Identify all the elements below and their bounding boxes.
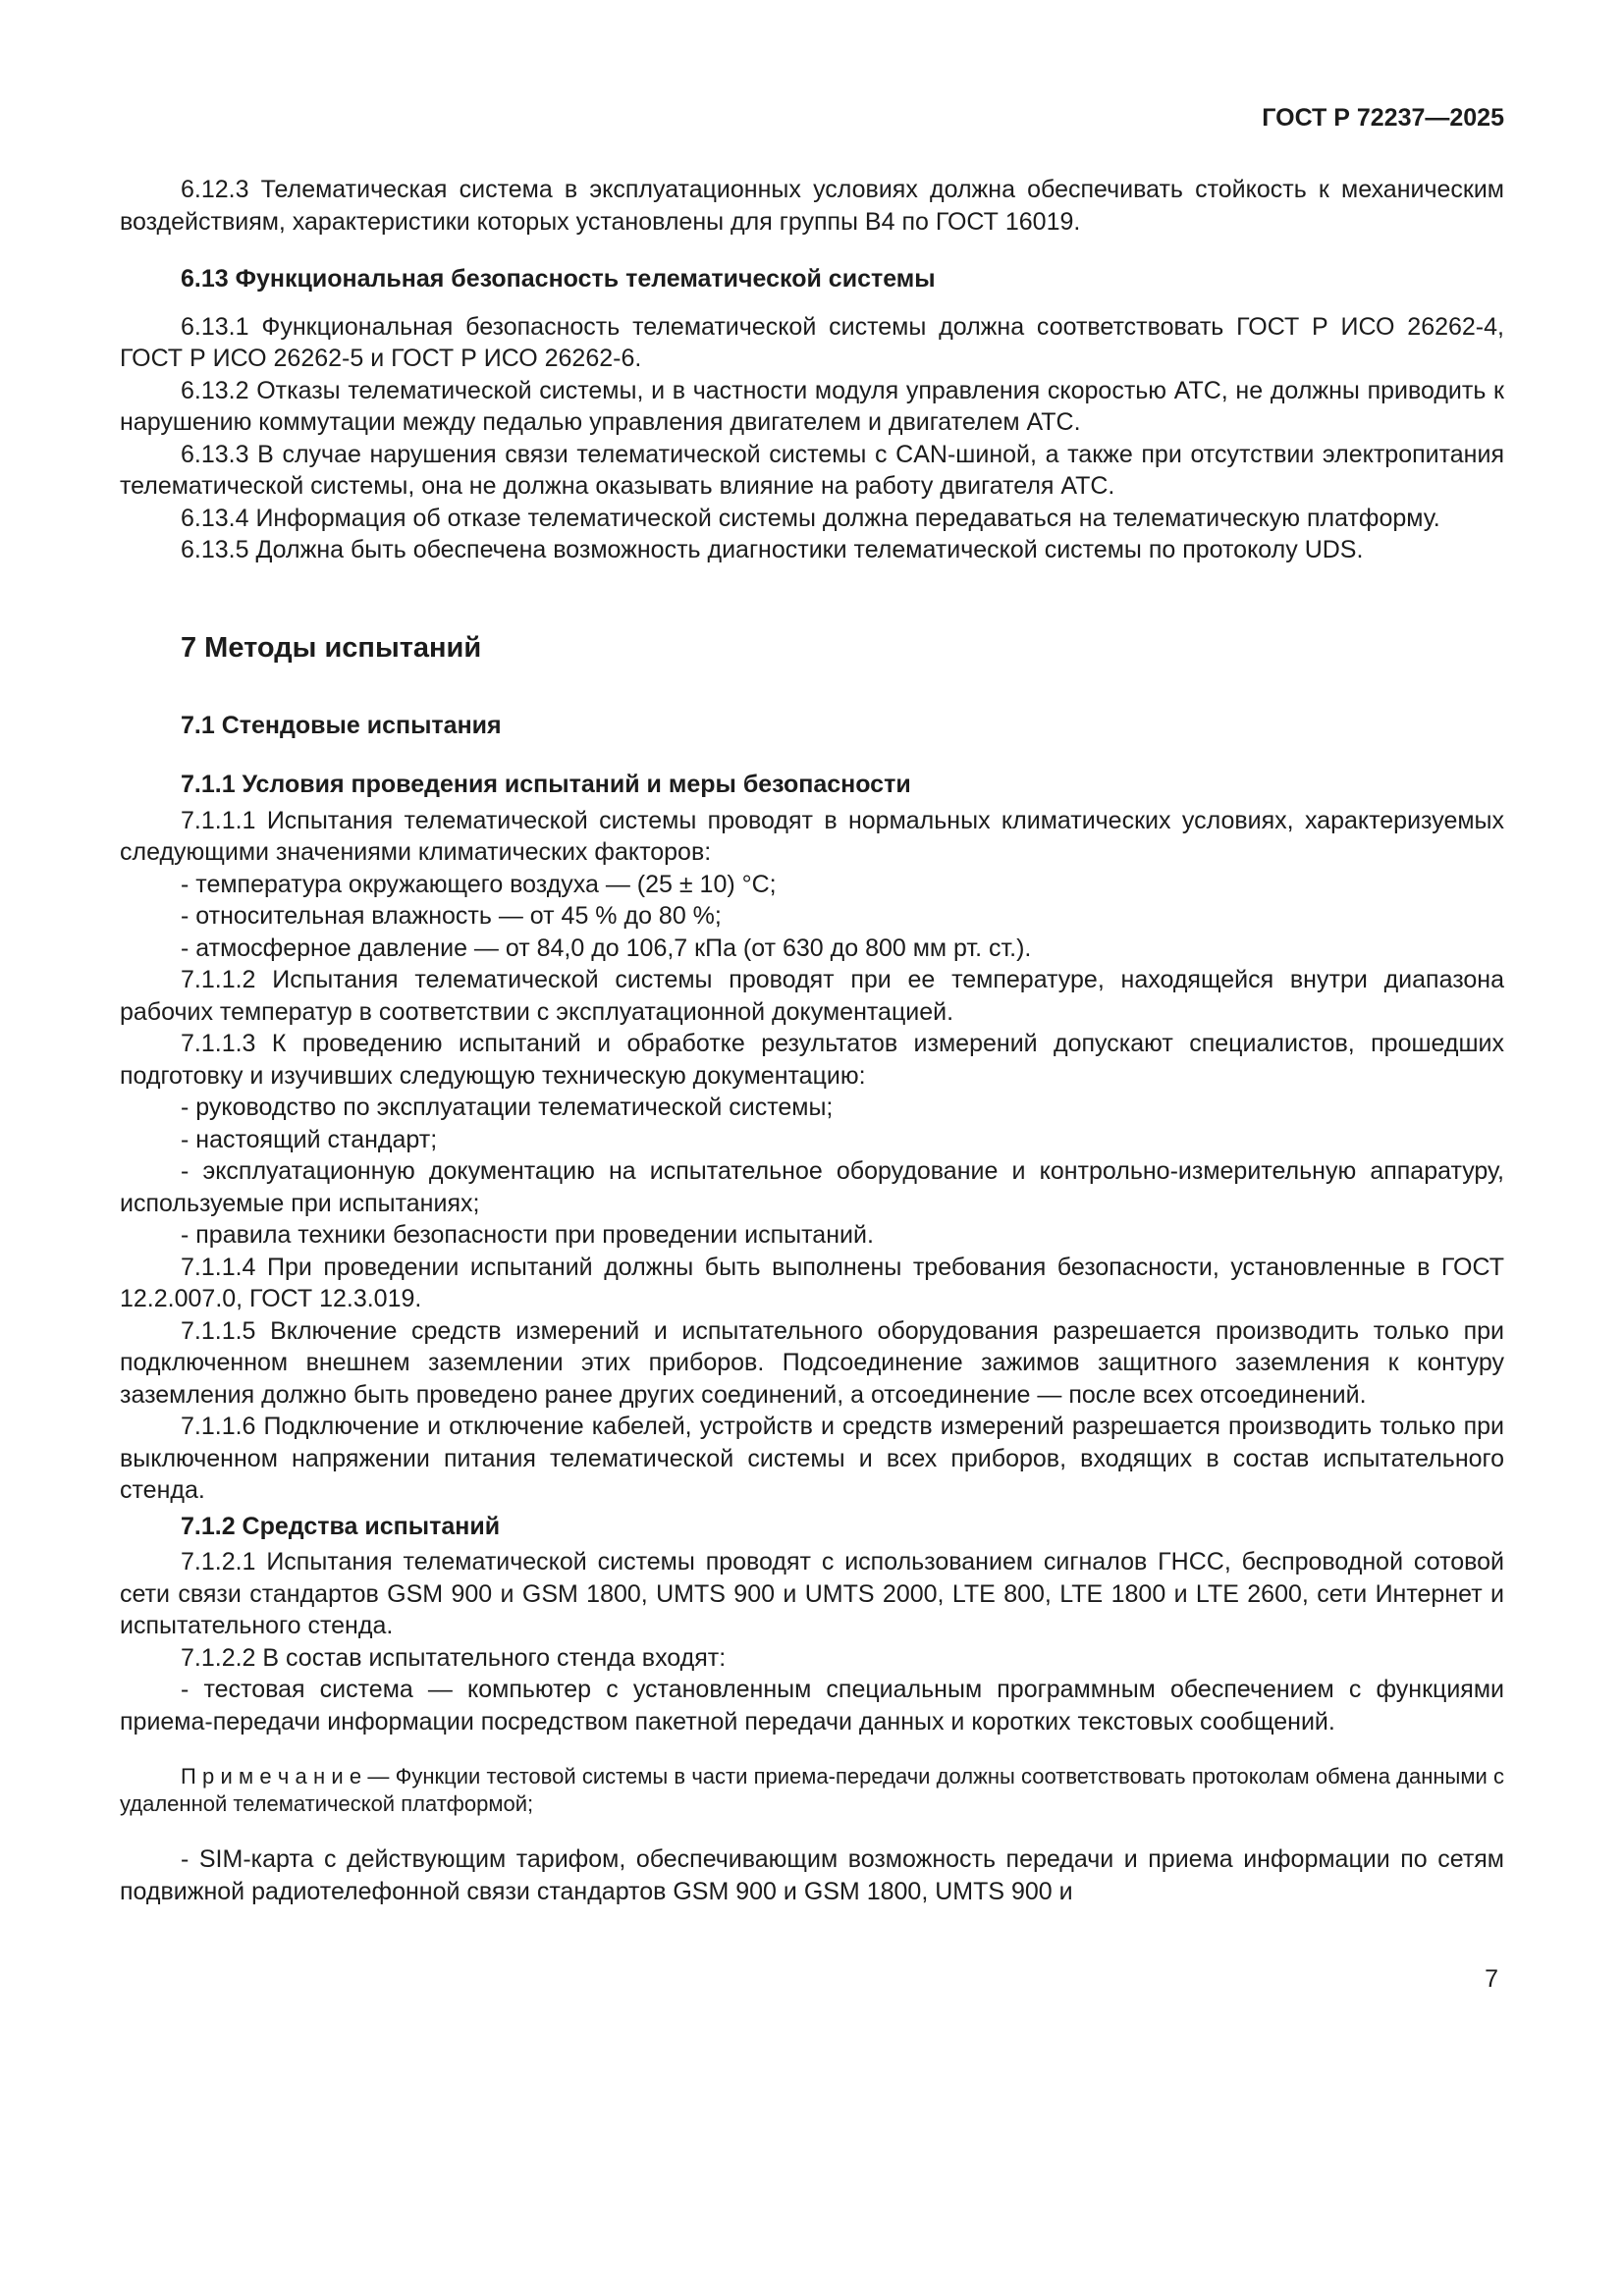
subsection-heading-7-1-2: 7.1.2 Средства испытаний xyxy=(181,1512,501,1540)
para-7-1-1-3: 7.1.1.3 К проведению испытаний и обработке результатов измерений допускают специалистов, прошедших подготовку и изучивших следующую техническую документацию: xyxy=(120,1030,1504,1090)
chapter-heading-7: 7 Методы испытаний xyxy=(181,631,482,664)
document-code-header: ГОСТ Р 72237—2025 xyxy=(1262,104,1504,132)
document-body xyxy=(120,174,1504,1907)
list-item-standard: - настоящий стандарт; xyxy=(181,1125,438,1153)
para-7-1-1-6: 7.1.1.6 Подключение и отключение кабелей, устройств и средств измерений разрешается производить только при выключенном напряжении питания телематической системы и всех приборов, входящих в состав испытательного стенда. xyxy=(120,1413,1504,1504)
para-7-1-1-1: 7.1.1.1 Испытания телематической системы проводят в нормальных климатических условиях, характеризуемых следующими значениями климатических факторов: xyxy=(120,806,1504,866)
para-7-1-1-2: 7.1.1.2 Испытания телематической системы проводят при ее температуре, находящейся внутри диапазона рабочих температур в соответствии с эксплуатационной документацией. xyxy=(120,966,1504,1026)
list-item-temperature: - температура окружающего воздуха — (25 ± 10) °С; xyxy=(181,870,777,898)
section-heading-7-1: 7.1 Стендовые испытания xyxy=(181,711,502,739)
para-6-13-4: 6.13.4 Информация об отказе телематической системы должна передаваться на телематическую платформу. xyxy=(181,504,1440,532)
para-6-13-2: 6.13.2 Отказы телематической системы, и в частности модуля управления скоростью АТС, не должны приводить к нарушению коммутации между педалью управления двигателем и двигателем АТС. xyxy=(120,376,1504,436)
list-item-manual: - руководство по эксплуатации телематической системы; xyxy=(181,1094,834,1121)
para-7-1-2-1: 7.1.2.1 Испытания телематической системы проводят с использованием сигналов ГНСС, беспроводной сотовой сети связи стандартов GSM 900 и GSM 1800, UMTS 900 и UMTS 2000, LTE 800, LTE 1800 и LTE 2600, сети Интернет и испытательного стенда. xyxy=(120,1548,1504,1639)
note-block: П р и м е ч а н и е — Функции тестовой системы в части приема-передачи должны соответствовать протоколам обмена данными с удаленной телематической платформой; xyxy=(120,1764,1504,1816)
heading-6-13: 6.13 Функциональная безопасность телематической системы xyxy=(181,265,936,293)
list-item-pressure: - атмосферное давление — от 84,0 до 106,7 кПа (от 630 до 800 мм рт. ст.). xyxy=(181,934,1032,962)
list-item-test-system: - тестовая система — компьютер с установленным специальным программным обеспечением с функциями приема-передачи информации посредством пакетной передачи данных и коротких текстовых сообщений. xyxy=(120,1676,1504,1735)
list-item-sim-card: - SIM-карта с действующим тарифом, обеспечивающим возможность передачи и приема информации по сетям подвижной радиотелефонной связи стандартов GSM 900 и GSM 1800, UMTS 900 и xyxy=(120,1845,1504,1905)
para-7-1-1-4: 7.1.1.4 При проведении испытаний должны быть выполнены требования безопасности, установленные в ГОСТ 12.2.007.0, ГОСТ 12.3.019. xyxy=(120,1253,1504,1312)
para-6-13-3: 6.13.3 В случае нарушения связи телематической системы с CAN-шиной, а также при отсутствии электропитания телематической системы, она не должна оказывать влияние на работу двигателя АТС. xyxy=(120,440,1504,500)
list-item-safety-rules: - правила техники безопасности при проведении испытаний. xyxy=(181,1221,874,1249)
subsection-heading-7-1-1: 7.1.1 Условия проведения испытаний и меры безопасности xyxy=(181,771,911,798)
list-item-documentation: - эксплуатационную документацию на испытательное оборудование и контрольно-измерительную аппаратуру, используемые при испытаниях; xyxy=(120,1157,1504,1217)
para-6-12-3: 6.12.3 Телематическая система в эксплуатационных условиях должна обеспечивать стойкость к механическим воздействиям, характеристики которых установлены для группы В4 по ГОСТ 16019. xyxy=(120,176,1504,236)
para-7-1-2-2: 7.1.2.2 В состав испытательного стенда входят: xyxy=(181,1643,727,1672)
para-6-13-5: 6.13.5 Должна быть обеспечена возможность диагностики телематической системы по протоколу UDS. xyxy=(181,536,1364,563)
list-item-humidity: - относительная влажность — от 45 % до 80 %; xyxy=(181,902,722,930)
para-6-13-1: 6.13.1 Функциональная безопасность телематической системы должна соответствовать ГОСТ Р ИСО 26262-4, ГОСТ Р ИСО 26262-5 и ГОСТ Р ИСО 26262-6. xyxy=(120,312,1504,372)
page-number: 7 xyxy=(1485,1965,1498,1993)
para-7-1-1-5: 7.1.1.5 Включение средств измерений и испытательного оборудования разрешается производить только при подключенном внешнем заземлении этих приборов. Подсоединение зажимов защитного заземления к контуру заземления должно быть проведено ранее других соединений, а отсоединение — после всех отсоединений. xyxy=(120,1316,1504,1409)
